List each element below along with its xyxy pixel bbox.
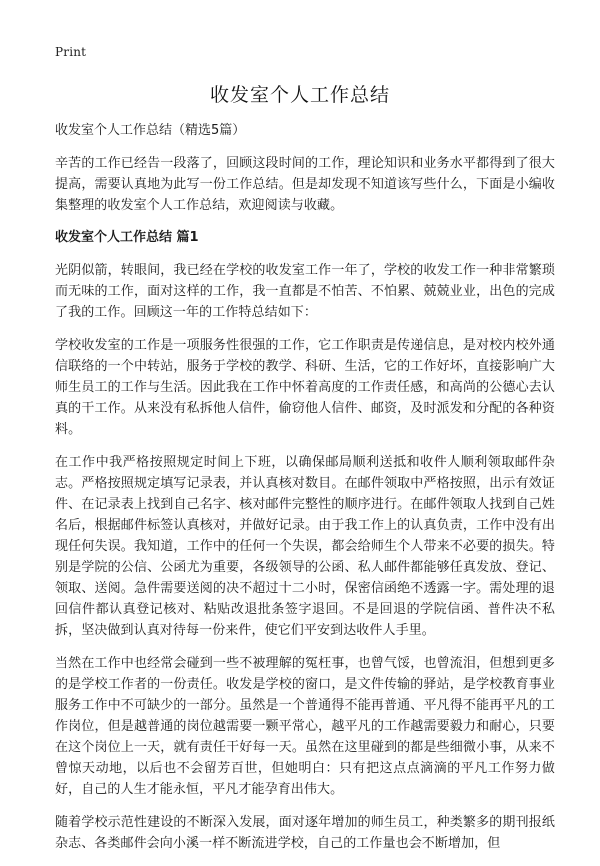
body-paragraph: 在工作中我严格按照规定时间上下班，以确保邮局顺利送抵和收件人顺利领取邮件杂志。严格按照规定填写记录表，并认真核对数目。在邮件领取中严格按照，出示有效证件、在记录表上找到自己名字、核对邮件完整性的顺序进行。在邮件领取人找到自己姓名后，根据邮件标签认真核对，并做好记录。由于我工作上的认真负责，工作中没有出现任何失误。我知道，工作中的任何一个失误，都会给师生个人带来不必要的损失。特别是学院的公信、公函尤为重要，各级领导的公函、私人邮件都能够任真发放、登记、领取、送阅。急件需要送阅的决不超过十二小时，保密信函绝不透露一字。需处理的退回信件都认真登记核对、粘贴改退批条签字退回。不是回退的学院信函、普件决不私拆，坚决做到认真对待每一份来件，使它们平安到达收件人手里。 [55, 455, 555, 638]
document-subtitle: 收发室个人工作总结（精选5篇） [55, 123, 246, 138]
body-paragraph: 随着学校示范性建设的不断深入发展，面对逐年增加的师生员工，种类繁多的期刊报纸杂志、各类邮件会向小溪一样不断流进学校，自己的工作量也会不断增加，但 [55, 815, 555, 851]
document-body [55, 121, 555, 866]
body-paragraph: 光阴似箭，转眼间，我已经在学校的收发室工作一年了，学校的收发工作一种非常繁琐而无味的工作，面对这样的工作，我一直都是不怕苦、不怕累、兢兢业业，出色的完成了我的工作。回顾这一年的工作特总结如下： [55, 263, 555, 320]
body-paragraph: 当然在工作中也经常会碰到一些不被理解的冤枉事，也曾气馁，也曾流泪，但想到更多的是学校工作者的一份责任。收发是学校的窗口，是文件传输的驿站，是学校教育事业服务工作中不可缺少的一部分。虽然是一个普通得不能再普通、平凡得不能再平凡的工作岗位，但是越普通的岗位越需要一颗平常心，越平凡的工作越需要毅力和耐心，只要在这个岗位上一天，就有责任干好每一天。虽然在这里碰到的都是些细微小事，从来不曾惊天动地，以后也不会留芳百世，但她明白：只有把这点点滴滴的平凡工作努力做好，自己的人生才能永恒，平凡才能孕育出伟大。 [55, 656, 555, 797]
body-paragraph: 学校收发室的工作是一项服务性很强的工作，它工作职责是传递信息，是对校内校外通信联络的一个中转站，服务于学校的教学、科研、生活，它的工作好坏，直接影响广大师生员工的工作与生活。因此我在工作中怀着高度的工作责任感，和高尚的公德心去认真的干工作。从来没有私拆他人信件，偷窃他人信件、邮资，及时派发和分配的各种资料。 [55, 338, 555, 437]
print-link[interactable]: Print [55, 45, 87, 59]
intro-paragraph: 辛苦的工作已经告一段落了，回顾这段时间的工作，理论知识和业务水平都得到了很大提高，需要认真地为此写一份工作总结。但是却发现不知道该写些什么，下面是小编收集整理的收发室个人工作总结，欢迎阅读与收藏。 [55, 156, 555, 213]
page-title: 收发室个人工作总结 [209, 84, 390, 106]
section-heading: 收发室个人工作总结 篇1 [55, 230, 199, 245]
